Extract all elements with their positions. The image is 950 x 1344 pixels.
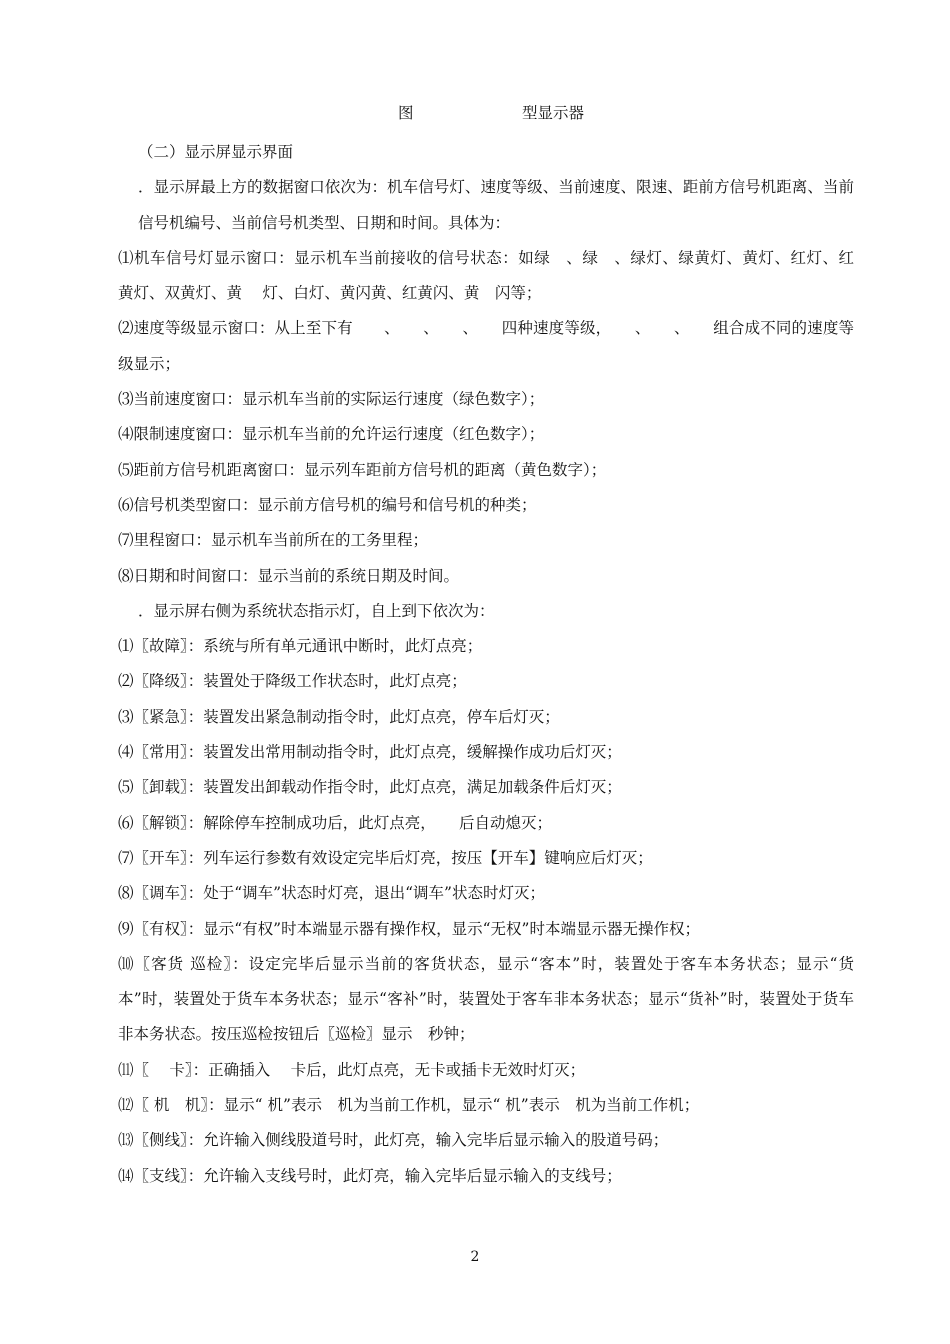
- list-item: ⒁〖支线〗：允许输入支线号时，此灯亮，输入完毕后显示输入的支线号；: [118, 1166, 622, 1185]
- list-item: ⑺里程窗口：显示机车当前所在的工务里程；: [118, 531, 429, 550]
- list-item: ⑴〖故障〗：系统与所有单元通讯中断时，此灯点亮；: [118, 637, 483, 656]
- list-item: ⑵速度等级显示窗口：从上至下有 、 、 、 四种速度等级， 、 、 组合成不同的速度等级显示；: [118, 319, 854, 373]
- list-item: ⑾〖 卡〗：正确插入 卡后，此灯点亮，无卡或插卡无效时灯灭；: [118, 1060, 586, 1079]
- paragraph-list: [98, 170, 870, 1194]
- list-item: ⑷〖常用〗：装置发出常用制动指令时，此灯点亮，缓解操作成功后灯灭；: [118, 743, 622, 762]
- figure-label: 图: [398, 104, 414, 122]
- list-item: ⑵〖降级〗：装置处于降级工作状态时，此灯点亮；: [118, 672, 467, 691]
- figure-caption: [0, 101, 950, 123]
- list-item: ⒀〖侧线〗：允许输入侧线股道号时，此灯亮，输入完毕后显示输入的股道号码；: [118, 1131, 669, 1150]
- section-heading: （二）显示屏显示界面: [138, 143, 294, 161]
- list-item: ⑺〖开车〗：列车运行参数有效设定完毕后灯亮，按压【开车】键响应后灯灭；: [118, 848, 653, 867]
- body-text: [98, 135, 870, 1194]
- list-item: ⑻〖调车〗：处于“调车”状态时灯亮，退出“调车”状态时灯灭；: [118, 884, 545, 903]
- list-item: ⑸距前方信号机距离窗口：显示列车距前方信号机的距离（黄色数字）；: [118, 460, 607, 479]
- list-item: ⑻日期和时间窗口：显示当前的系统日期及时间。: [118, 566, 460, 585]
- intro-paragraph: ．显示屏最上方的数据窗口依次为：机车信号灯、速度等级、当前速度、限速、距前方信号机距离、当前信号机编号、当前信号机类型、日期和时间。具体为：: [138, 178, 854, 232]
- list-item: ⑶〖紧急〗：装置发出紧急制动指令时，此灯点亮，停车后灯灭；: [118, 707, 560, 726]
- list-item: ⑼〖有权〗：显示“有权”时本端显示器有操作权，显示“无权”时本端显示器无操作权；: [118, 919, 700, 938]
- list-item: ⑽〖客货 巡检〗：设定完毕后显示当前的客货状态，显示“客本”时，装置处于客车本务状态；显示“货本”时，装置处于货车本务状态；显示“客补”时，装置处于客车非本务状态；显示“货补”时，装置处于货车非本务状态。按压巡检按钮后〖巡检〗显示 秒钟；: [118, 954, 854, 1044]
- figure-title: 型显示器: [522, 104, 585, 122]
- list-item: ⑷限制速度窗口：显示机车当前的允许运行速度（红色数字）；: [118, 425, 545, 444]
- list-item: ⑹信号机类型窗口：显示前方信号机的编号和信号机的种类；: [118, 495, 537, 514]
- intro-paragraph: ．显示屏右侧为系统状态指示灯，自上到下依次为：: [138, 601, 495, 620]
- page-number: 2: [470, 1249, 480, 1265]
- list-item: ⑹〖解锁〗：解除停车控制成功后，此灯点亮， 后自动熄灭；: [118, 813, 553, 832]
- list-item: ⑿〖 机 机〗：显示“ 机”表示 机为当前工作机，显示“ 机”表示 机为当前工作机；: [118, 1096, 700, 1115]
- list-item: ⑶当前速度窗口：显示机车当前的实际运行速度（绿色数字）；: [118, 390, 545, 409]
- list-item: ⑸〖卸载〗：装置发出卸载动作指令时，此灯点亮，满足加载条件后灯灭；: [118, 778, 622, 797]
- list-item: ⑴机车信号灯显示窗口：显示机车当前接收的信号状态：如绿 、绿 、绿灯、绿黄灯、黄灯、红灯、红 黄灯、双黄灯、黄 灯、白灯、黄闪黄、红黄闪、黄 闪等；: [118, 248, 870, 303]
